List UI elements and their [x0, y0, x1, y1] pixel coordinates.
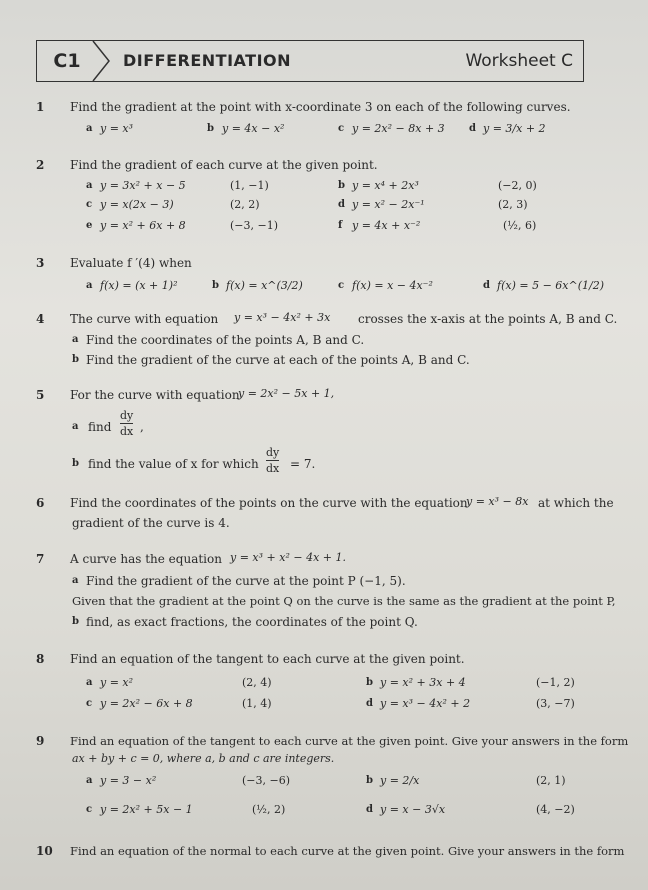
- part-label: b: [338, 180, 345, 191]
- part-text: find: [88, 420, 112, 434]
- chapter-code: C1: [53, 50, 81, 72]
- question-text: crosses the x-axis at the points A, B and C.: [358, 312, 618, 326]
- part-label: a: [72, 575, 79, 586]
- fraction-dy-dx: dy dx: [266, 446, 280, 475]
- question-text: Find an equation of the normal to each curve at the given point. Give your answers in the form: [70, 844, 625, 858]
- part-label: c: [86, 804, 93, 815]
- part-label: a: [86, 280, 93, 291]
- question-text: Find the gradient at the point with x-coordinate 3 on each of the following curves.: [70, 100, 571, 114]
- part-expression: y = 4x + x⁻²: [352, 219, 421, 232]
- part-expression: y = x² + 6x + 8: [100, 219, 186, 232]
- part-point: (−3, −6): [242, 774, 291, 787]
- question-text: gradient of the curve is 4.: [72, 516, 230, 530]
- part-point: (2, 3): [498, 198, 528, 211]
- part-expression: f(x) = (x + 1)²: [100, 279, 178, 292]
- question-number: 3: [36, 256, 45, 270]
- part-expression: y = x − 3√x: [380, 803, 446, 816]
- question-number: 8: [36, 652, 45, 666]
- part-point: (4, −2): [536, 803, 575, 816]
- question-text: Find an equation of the tangent to each curve at the given point. Give your answers in the form: [70, 734, 629, 748]
- part-expression: y = x⁴ + 2x³: [352, 179, 419, 192]
- question-number: 9: [36, 734, 45, 748]
- part-label: b: [366, 775, 373, 786]
- question-equation: y = x³ − 4x² + 3x: [234, 311, 331, 324]
- part-label: a: [72, 334, 79, 345]
- part-label: a: [86, 123, 93, 134]
- question-text: Find an equation of the tangent to each curve at the given point.: [70, 652, 465, 666]
- part-text: Find the gradient of the curve at each of the points A, B and C.: [86, 353, 470, 367]
- part-label: d: [338, 199, 345, 210]
- part-text: Find the gradient of the curve at the point P (−1, 5).: [86, 574, 406, 588]
- question-number: 7: [36, 552, 45, 566]
- question-number: 5: [36, 388, 45, 402]
- question-equation: y = 2x² − 5x + 1,: [238, 387, 335, 400]
- part-text: find the value of x for which: [88, 457, 259, 471]
- part-label: c: [86, 698, 93, 709]
- part-expression: f(x) = x^(3/2): [226, 279, 303, 292]
- question-equation: y = x³ − 8x: [466, 495, 529, 508]
- part-expression: y = 2x² + 5x − 1: [100, 803, 193, 816]
- part-expression: y = x³ − 4x² + 2: [380, 697, 471, 710]
- question-text: The curve with equation: [70, 312, 219, 326]
- part-label: a: [72, 421, 79, 432]
- part-label: d: [483, 280, 490, 291]
- chevron-divider-icon: [91, 41, 113, 81]
- part-point: (−1, 2): [536, 676, 575, 689]
- part-expression: y = x³: [100, 122, 134, 135]
- worksheet-label: Worksheet C: [465, 51, 573, 71]
- part-label: a: [86, 775, 93, 786]
- question-number: 6: [36, 496, 45, 510]
- question-number: 1: [36, 100, 45, 114]
- question-text: For the curve with equation: [70, 388, 240, 402]
- part-text: Find the coordinates of the points A, B and C.: [86, 333, 365, 347]
- part-label: b: [72, 616, 79, 627]
- question-text: Evaluate f ′(4) when: [70, 256, 192, 270]
- question-text: at which the: [538, 496, 614, 510]
- part-label: d: [469, 123, 476, 134]
- part-expression: y = x² + 3x + 4: [380, 676, 466, 689]
- part-expression: y = x² − 2x⁻¹: [352, 198, 425, 211]
- part-label: a: [86, 180, 93, 191]
- question-text: A curve has the equation: [70, 552, 222, 566]
- part-expression: f(x) = 5 − 6x^(1/2): [497, 279, 604, 292]
- part-text: = 7.: [290, 457, 316, 471]
- part-point: (3, −7): [536, 697, 575, 710]
- part-expression: y = 3x² + x − 5: [100, 179, 186, 192]
- part-point: (2, 1): [536, 774, 566, 787]
- question-number: 10: [36, 844, 53, 858]
- part-label: d: [366, 698, 373, 709]
- part-label: c: [338, 280, 345, 291]
- question-number: 2: [36, 158, 45, 172]
- part-point: (−3, −1): [230, 219, 279, 232]
- chapter-title: DIFFERENTIATION: [123, 51, 292, 70]
- part-expression: y = 3/x + 2: [483, 122, 546, 135]
- question-number: 4: [36, 312, 45, 326]
- part-label: c: [86, 199, 93, 210]
- part-expression: y = 2x² − 6x + 8: [100, 697, 193, 710]
- part-expression: y = x(2x − 3): [100, 198, 174, 211]
- part-label: c: [338, 123, 345, 134]
- fraction-dy-dx: dy dx: [120, 409, 134, 438]
- part-point: (2, 2): [230, 198, 260, 211]
- worksheet-header: [36, 40, 584, 82]
- part-point: (−2, 0): [498, 179, 537, 192]
- part-point: (1, 4): [242, 697, 272, 710]
- part-point: (½, 6): [503, 219, 537, 232]
- part-expression: y = x²: [100, 676, 134, 689]
- question-text: Given that the gradient at the point Q on the curve is the same as the gradient at the point P,: [72, 594, 616, 608]
- part-point: (1, −1): [230, 179, 269, 192]
- part-label: b: [212, 280, 219, 291]
- part-point: (2, 4): [242, 676, 272, 689]
- question-text: ax + by + c = 0, where a, b and c are integers.: [72, 752, 335, 765]
- part-text: find, as exact fractions, the coordinates of the point Q.: [86, 615, 418, 629]
- part-label: f: [338, 220, 343, 231]
- part-expression: y = 3 − x²: [100, 774, 157, 787]
- part-label: b: [366, 677, 373, 688]
- part-label: d: [366, 804, 373, 815]
- part-label: b: [72, 458, 79, 469]
- part-expression: y = 4x − x²: [222, 122, 285, 135]
- part-expression: y = 2/x: [380, 774, 420, 787]
- part-label: a: [86, 677, 93, 688]
- part-point: (½, 2): [252, 803, 286, 816]
- part-label: b: [72, 354, 79, 365]
- question-text: Find the gradient of each curve at the given point.: [70, 158, 378, 172]
- part-label: b: [207, 123, 214, 134]
- part-expression: f(x) = x − 4x⁻²: [352, 279, 433, 292]
- question-equation: y = x³ + x² − 4x + 1.: [230, 551, 346, 564]
- question-text: Find the coordinates of the points on the curve with the equation: [70, 496, 468, 510]
- punctuation: ,: [140, 420, 144, 434]
- part-label: e: [86, 220, 93, 231]
- part-expression: y = 2x² − 8x + 3: [352, 122, 445, 135]
